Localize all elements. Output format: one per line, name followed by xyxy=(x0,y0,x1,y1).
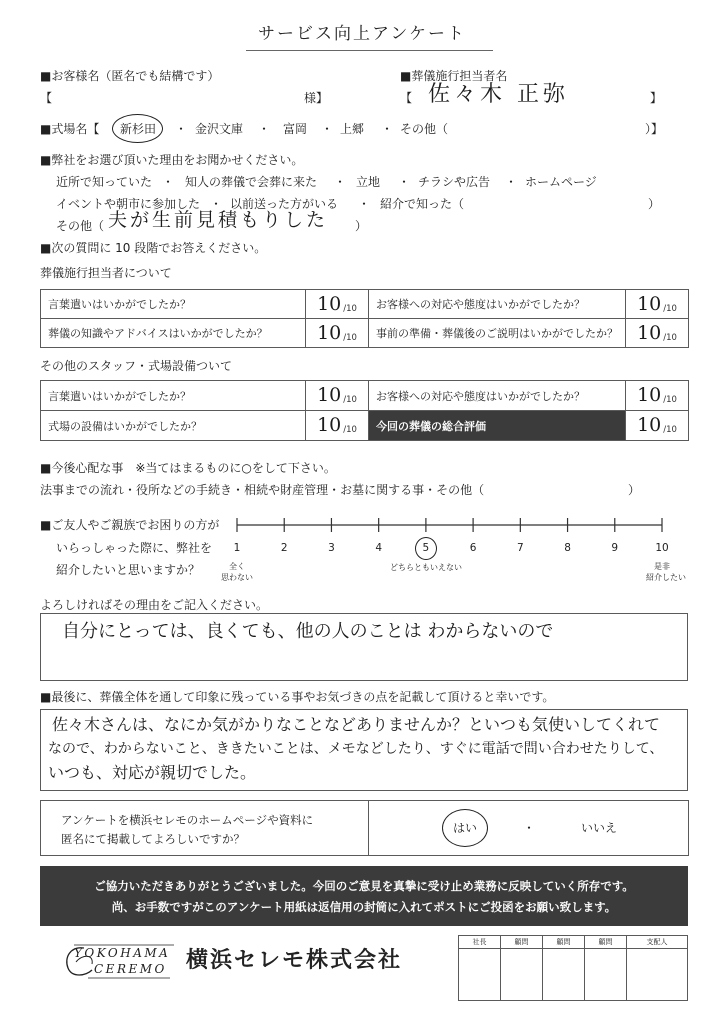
rating-score-handwritten: 10 xyxy=(637,321,662,344)
stamp-header: 社長 xyxy=(459,936,501,949)
rating-score-handwritten: 10 xyxy=(317,384,342,406)
scale-number: 9 xyxy=(611,542,619,554)
scale-number: 1 xyxy=(233,542,241,554)
staff-bracket-open: 【 xyxy=(400,91,413,105)
rating-instruction: ■次の質問に 10 段階でお答えください。 xyxy=(40,241,267,255)
staff-name-label: ■葬儀施行担当者名 xyxy=(400,69,508,83)
stamp-header: 顧問 xyxy=(501,936,543,949)
concerns-options xyxy=(40,483,484,497)
scale-low-label: 思わない xyxy=(221,573,253,582)
scale-number: 7 xyxy=(516,542,524,554)
selection-circle xyxy=(112,114,163,143)
customer-name-label: ■お客様名（匿名でも結構です） xyxy=(40,69,220,83)
approval-stamp-table xyxy=(458,935,688,1001)
venue-separator: ・ xyxy=(258,122,271,136)
staff-name-handwritten: 佐々木 正弥 xyxy=(428,82,569,107)
company-name: 横浜セレモ株式会社 xyxy=(186,948,403,973)
rating-score-max: /10 xyxy=(663,332,677,343)
rating-score-max: /10 xyxy=(343,303,357,314)
referral-question-line: いらっしゃった際に、弊社を xyxy=(56,541,213,555)
rating-score-max: /10 xyxy=(343,425,357,435)
concern-separator: ・ xyxy=(232,483,245,497)
venue-separator: ・ xyxy=(321,122,334,136)
stamp-cell xyxy=(627,949,688,1001)
scale-number: 6 xyxy=(469,542,477,554)
rating-question: 事前の準備・葬儀後のご説明はいかがでしたか？ xyxy=(369,319,626,348)
concerns-close: ） xyxy=(628,483,641,497)
venue-option-tomioka: 富岡 xyxy=(283,122,308,136)
concern-option: その他（ xyxy=(436,483,485,497)
venue-option-kanazawabunko: 金沢文庫 xyxy=(195,122,244,136)
staff-rating-table xyxy=(40,289,689,348)
publish-question-line: 匿名にて掲載してよろしいですか？ xyxy=(61,832,245,846)
reason-other-handwritten: 夫が生前見積もりした xyxy=(108,209,329,231)
concern-separator: ・ xyxy=(424,483,437,497)
scale-number: 3 xyxy=(328,542,335,554)
thanks-banner xyxy=(40,866,688,926)
rating-staff-section-title: 葬儀施行担当者について xyxy=(40,266,172,280)
form-title: サービス向上アンケート xyxy=(258,24,466,44)
rating-score-handwritten: 10 xyxy=(317,292,342,315)
publish-separator: ・ xyxy=(523,821,536,835)
stamp-cell xyxy=(501,949,543,1001)
rating-score-max: /10 xyxy=(343,332,357,343)
rating-score-handwritten: 10 xyxy=(317,414,342,436)
stamp-cell xyxy=(543,949,585,1001)
venue-close: ）】 xyxy=(645,122,664,136)
reason-separator: ・ xyxy=(398,175,411,189)
concern-option: 役所などの手続き xyxy=(136,483,233,497)
rating-score-cell xyxy=(306,319,369,348)
rating-question: 言葉遣いはいかがでしたか？ xyxy=(41,381,306,411)
rating-question: 葬儀の知識やアドバイスはいかがでしたか？ xyxy=(41,319,306,348)
reason-separator: ・ xyxy=(334,175,347,189)
company-logo xyxy=(62,940,180,982)
referral-scale-line xyxy=(230,512,670,538)
rating-score-cell xyxy=(306,290,369,319)
publish-option-no: いいえ xyxy=(581,821,618,835)
rating-score-cell xyxy=(626,319,689,348)
reason-option: ホームページ xyxy=(525,175,597,189)
rating-score-handwritten: 10 xyxy=(637,414,662,436)
stamp-header: 顧問 xyxy=(585,936,627,949)
thanks-line: ご協力いただきありがとうございました。今回のご意見を真摯に受け止め業務に反映していく所存です。 xyxy=(94,879,634,893)
venue-option-shinsugita xyxy=(120,122,156,136)
reason-separator: ・ xyxy=(358,197,371,211)
reason-option: 紹介で知った（ xyxy=(380,197,465,211)
rating-score-cell xyxy=(306,411,369,441)
scale-mid-label: どちらともいえない xyxy=(390,563,462,572)
rating-score-cell xyxy=(306,381,369,411)
reason-option: 以前送った方がいる xyxy=(230,197,339,211)
stamp-cell xyxy=(585,949,627,1001)
venue-option-other: その他（ xyxy=(400,122,449,136)
stamp-cell xyxy=(459,949,501,1001)
title-underline xyxy=(246,50,493,51)
rating-score-max: /10 xyxy=(343,395,357,405)
concerns-label: ■今後心配な事 ※当てはまるものに○をして下さい。 xyxy=(40,461,336,475)
reason-option: チラシや広告 xyxy=(418,175,491,189)
reason-option: イベントや朝市に参加した xyxy=(56,197,201,211)
concern-option: お墓に関する事 xyxy=(340,483,425,497)
stamp-header: 支配人 xyxy=(627,936,688,949)
logo-text-top: YOKOHAMA xyxy=(74,946,171,960)
selection-circle xyxy=(415,537,437,560)
comments-handwritten-line: なので、わからないこと、ききたいことは、メモなどしたり、すぐに電話で問い合わせたりして、 xyxy=(48,741,664,757)
scale-high-label: 紹介したい xyxy=(646,573,686,582)
reason-option: 知人の葬儀で会葬に来た xyxy=(185,175,318,189)
rating-question: お客様への対応や態度はいかがでしたか？ xyxy=(369,381,626,411)
publish-answer-cell xyxy=(369,801,689,856)
reason-option-close: ） xyxy=(648,197,661,211)
other-rating-table xyxy=(40,380,689,441)
rating-score-max: /10 xyxy=(663,395,677,405)
reason-option: 立地 xyxy=(356,175,381,189)
concern-separator: ・ xyxy=(328,483,341,497)
reason-other-label: その他（ xyxy=(56,219,105,233)
rating-question: 言葉遣いはいかがでしたか？ xyxy=(41,290,306,319)
reason-detail-label: よろしければその理由をご記入ください。 xyxy=(40,598,269,612)
comments-handwritten-line: 佐々木さんは、なにか気がかりなことなどありませんか？といつも気使いしてくれて xyxy=(52,715,661,734)
scale-number: 2 xyxy=(280,542,288,554)
comments-label: ■最後に、葬儀全体を通して印象に残っている事やお気づきの点を記載して頂けると幸いです。 xyxy=(40,690,555,704)
venue-label: ■式場名【 xyxy=(40,122,100,136)
scale-number: 10 xyxy=(655,542,669,554)
scale-number: 4 xyxy=(375,542,382,554)
customer-bracket-close: 様】 xyxy=(304,91,329,105)
comments-handwritten-line: いつも、対応が親切でした。 xyxy=(48,763,257,782)
stamp-header: 顧問 xyxy=(543,936,585,949)
staff-bracket-close: 】 xyxy=(650,91,663,105)
rating-score-handwritten: 10 xyxy=(637,384,662,406)
rating-score-cell xyxy=(626,411,689,441)
publish-permission-table xyxy=(40,800,689,856)
scale-number: 5 xyxy=(422,542,430,554)
concern-separator: ・ xyxy=(124,483,137,497)
reason-label: ■弊社をお選び頂いた理由をお聞かせください。 xyxy=(40,153,304,167)
rating-score-handwritten: 10 xyxy=(637,292,662,315)
rating-question: 式場の設備はいかがでしたか？ xyxy=(41,411,306,441)
reason-separator: ・ xyxy=(210,197,223,211)
logo-text-bottom: CEREMO xyxy=(94,962,167,976)
venue-separator: ・ xyxy=(381,122,394,136)
publish-yes-label: はい xyxy=(453,821,478,835)
venue-separator: ・ xyxy=(175,122,188,136)
rating-other-section-title: その他のスタッフ・式場設備ついて xyxy=(40,359,233,373)
rating-score-cell xyxy=(626,290,689,319)
venue-option-label: 新杉田 xyxy=(120,122,157,136)
rating-score-handwritten: 10 xyxy=(317,321,342,344)
concern-option: 法事までの流れ xyxy=(40,483,125,497)
concern-option: 相続や財産管理 xyxy=(244,483,329,497)
publish-question-cell xyxy=(41,801,369,856)
referral-question-line: 紹介したいと思いますか？ xyxy=(56,563,201,577)
customer-bracket-open: 【 xyxy=(40,91,53,105)
reason-separator: ・ xyxy=(505,175,518,189)
referral-question-line: ■ご友人やご親族でお困りの方が xyxy=(40,518,220,532)
overall-rating-label: 今回の葬儀の総合評価 xyxy=(369,411,626,441)
scale-high-label: 是非 xyxy=(654,562,670,571)
selection-circle xyxy=(442,809,488,847)
scale-number: 8 xyxy=(564,542,571,554)
reason-option: 近所で知っていた xyxy=(56,175,153,189)
publish-option-yes xyxy=(453,821,477,835)
rating-score-max: /10 xyxy=(663,425,677,435)
reason-detail-handwritten: 自分にとっては、良くても、他の人のことは わからないので xyxy=(62,621,554,642)
rating-question: お客様への対応や態度はいかがでしたか？ xyxy=(369,290,626,319)
reason-other-close: ） xyxy=(355,219,368,233)
rating-score-max: /10 xyxy=(663,303,677,314)
thanks-line: 尚、お手数ですがこのアンケート用紙は返信用の封筒に入れてポストにご投函をお願い致します。 xyxy=(111,900,617,914)
publish-question-line: アンケートを横浜セレモのホームページや資料に xyxy=(61,813,314,827)
rating-score-cell xyxy=(626,381,689,411)
scale-low-label: 全く xyxy=(229,562,245,571)
venue-option-kamigo: 上郷 xyxy=(340,122,365,136)
reason-separator: ・ xyxy=(162,175,175,189)
